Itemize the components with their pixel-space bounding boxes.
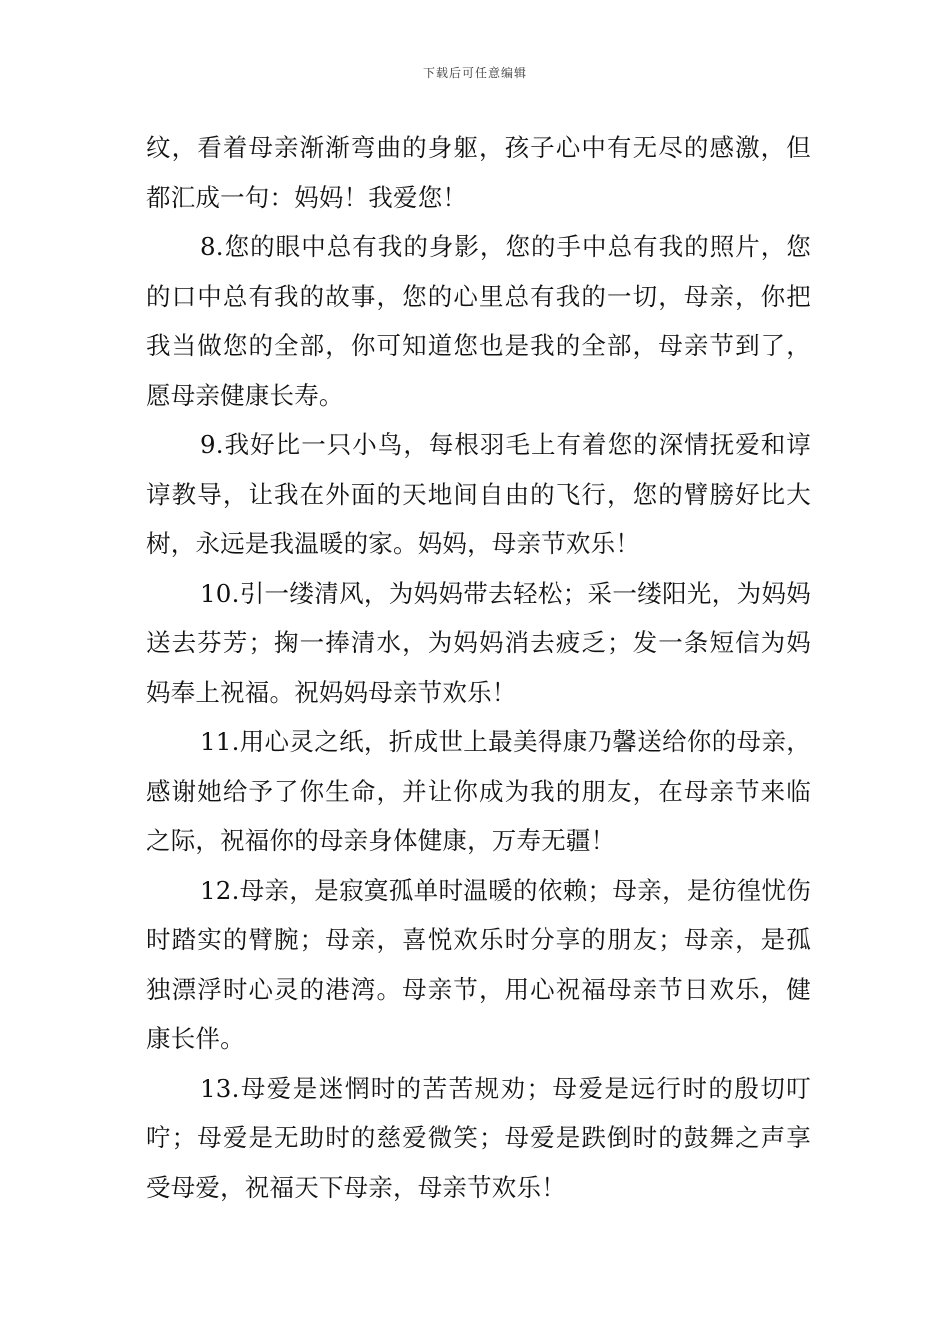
paragraph-item-13: 13.母爱是迷惘时的苦苦规劝；母爱是远行时的殷切叮咛；母爱是无助时的慈爱微笑；母爱是跌倒时的鼓舞之声享受母爱，祝福天下母亲，母亲节欢乐！ bbox=[146, 1073, 811, 1202]
paragraph-item-9: 9.我好比一只小鸟，每根羽毛上有着您的深情抚爱和谆谆教导，让我在外面的天地间自由的飞行，您的臂膀好比大树，永远是我温暖的家。妈妈，母亲节欢乐！ bbox=[146, 430, 811, 558]
document-body bbox=[146, 123, 811, 1212]
paragraph-item-8: 8.您的眼中总有我的身影，您的手中总有我的照片，您的口中总有我的故事，您的心里总有我的一切，母亲，你把我当做您的全部，你可知道您也是我的全部，母亲节到了，愿母亲健康长寿。 bbox=[146, 232, 811, 410]
paragraph-item-11: 11.用心灵之纸，折成世上最美得康乃馨送给你的母亲，感谢她给予了你生命，并让你成为我的朋友，在母亲节来临之际，祝福你的母亲身体健康，万寿无疆！ bbox=[146, 727, 811, 855]
page-header: 下载后可任意编辑 bbox=[422, 66, 527, 80]
paragraph-item-10: 10.引一缕清风，为妈妈带去轻松；采一缕阳光，为妈妈送去芬芳；掬一捧清水，为妈妈消去疲乏；发一条短信为妈妈奉上祝福。祝妈妈母亲节欢乐！ bbox=[146, 578, 811, 707]
paragraph-item-12: 12.母亲，是寂寞孤单时温暖的依赖；母亲，是彷徨忧伤时踏实的臂腕；母亲，喜悦欢乐时分享的朋友；母亲，是孤独漂浮时心灵的港湾。母亲节，用心祝福母亲节日欢乐，健康长伴。 bbox=[146, 875, 811, 1053]
paragraph-continuation: 纹，看着母亲渐渐弯曲的身躯，孩子心中有无尽的感激，但都汇成一句：妈妈！我爱您！ bbox=[146, 133, 811, 212]
